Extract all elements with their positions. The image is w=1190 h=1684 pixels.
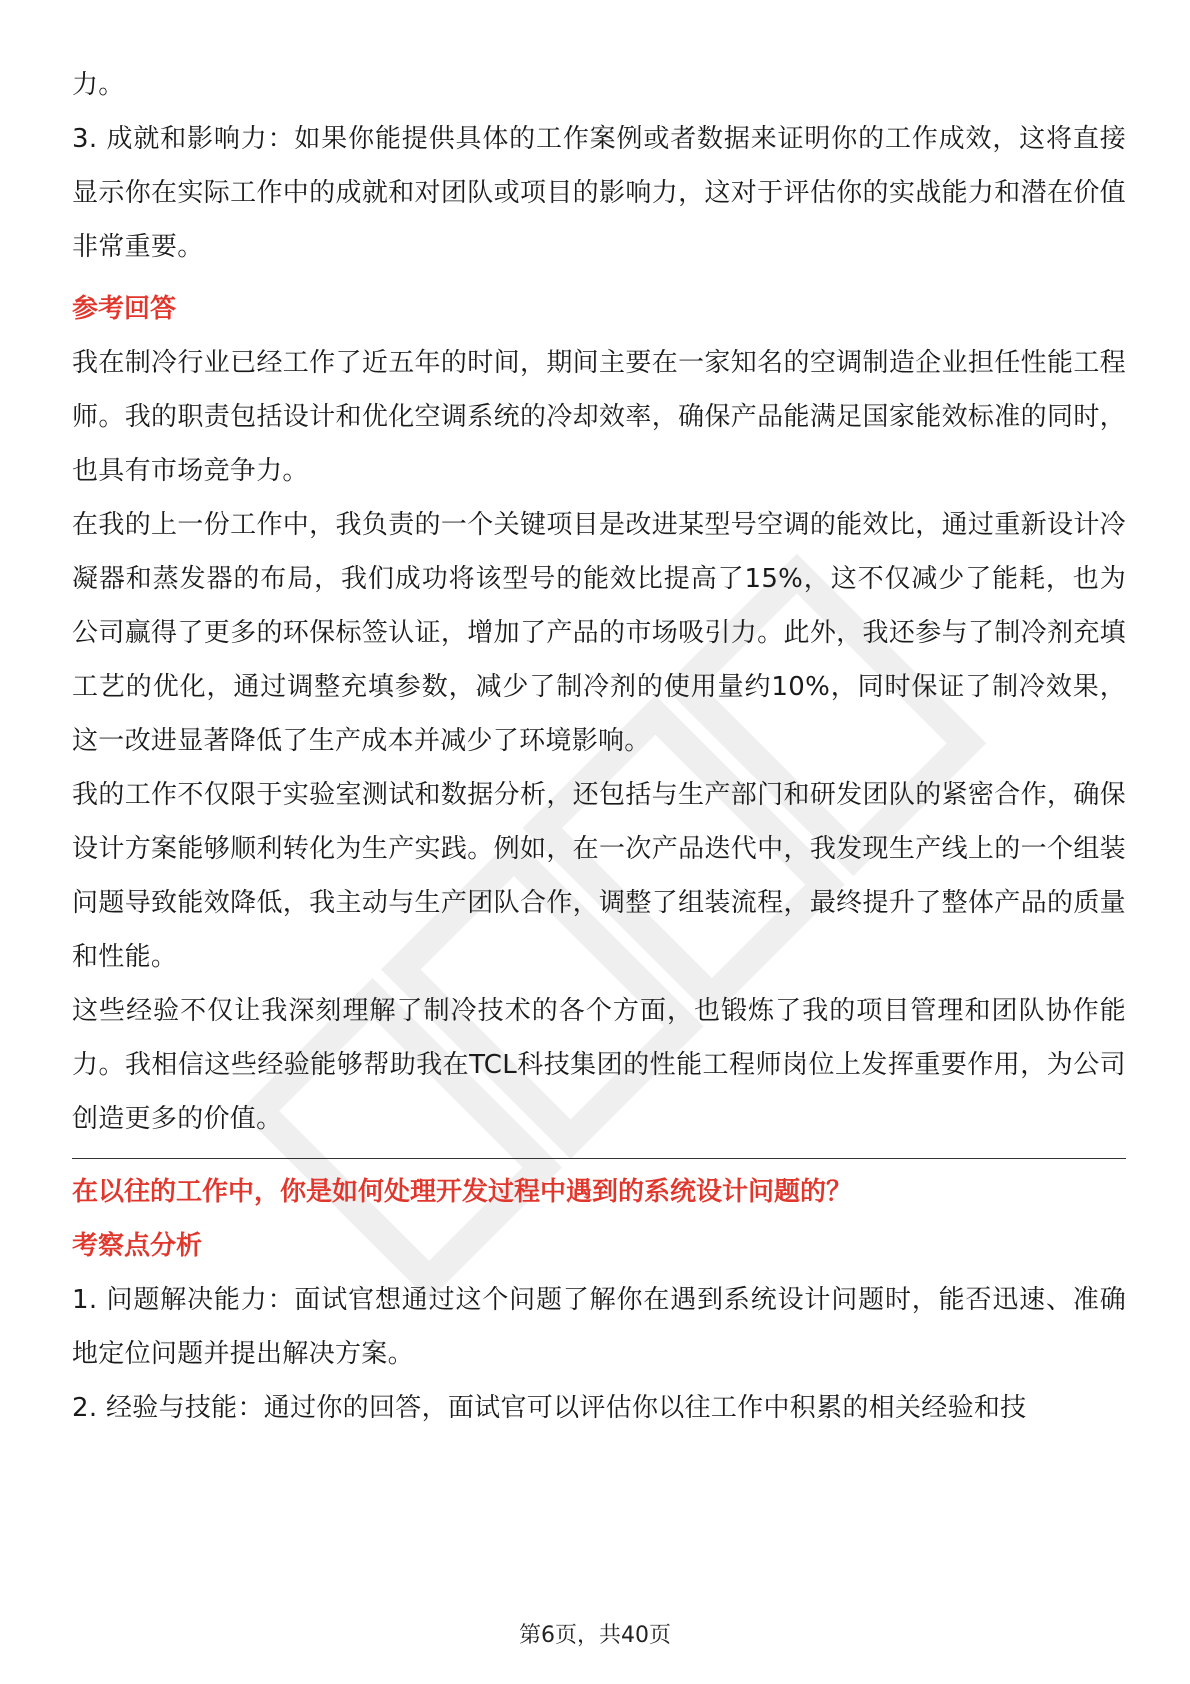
reference-answer-heading: 参考回答 [72,294,177,324]
document-body [72,58,1126,1435]
next-analysis-item-2: 2. 经验与技能：通过你的回答，面试官可以评估你以往工作中积累的相关经验和技 [72,1393,1027,1423]
section-divider [72,1158,1126,1159]
analysis-item-3: 3. 成就和影响力：如果你能提供具体的工作案例或者数据来证明你的工作成效，这将直接显示你在实际工作中的成就和对团队或项目的影响力，这对于评估你的实战能力和潜在价值非常重要。 [72,124,1126,262]
analysis-heading: 考察点分析 [72,1231,203,1261]
next-analysis-item-1: 1. 问题解决能力：面试官想通过这个问题了解你在遇到系统设计问题时，能否迅速、准确地定位问题并提出解决方案。 [72,1285,1126,1369]
answer-paragraph-4: 这些经验不仅让我深刻理解了制冷技术的各个方面，也锻炼了我的项目管理和团队协作能力。我相信这些经验能够帮助我在TCL科技集团的性能工程师岗位上发挥重要作用，为公司创造更多的价值。 [72,996,1126,1134]
page-indicator: 第6页，共40页 [519,1623,671,1648]
answer-paragraph-1: 我在制冷行业已经工作了近五年的时间，期间主要在一家知名的空调制造企业担任性能工程师。我的职责包括设计和优化空调系统的冷却效率，确保产品能满足国家能效标准的同时，也具有市场竞争力。 [72,348,1126,486]
intro-tail-paragraph: 力。 [72,70,125,100]
next-question: 在以往的工作中，你是如何处理开发过程中遇到的系统设计问题的？ [72,1177,853,1207]
answer-paragraph-3: 我的工作不仅限于实验室测试和数据分析，还包括与生产部门和研发团队的紧密合作，确保设计方案能够顺利转化为生产实践。例如，在一次产品迭代中，我发现生产线上的一个组装问题导致能效降低，我主动与生产团队合作，调整了组装流程，最终提升了整体产品的质量和性能。 [72,780,1126,972]
answer-paragraph-2: 在我的上一份工作中，我负责的一个关键项目是改进某型号空调的能效比，通过重新设计冷凝器和蒸发器的布局，我们成功将该型号的能效比提高了15%，这不仅减少了能耗，也为公司赢得了更多的环保标签认证，增加了产品的市场吸引力。此外，我还参与了制冷剂充填工艺的优化，通过调整充填参数，减少了制冷剂的使用量约10%，同时保证了制冷效果，这一改进显著降低了生产成本并减少了环境影响。 [72,510,1126,756]
